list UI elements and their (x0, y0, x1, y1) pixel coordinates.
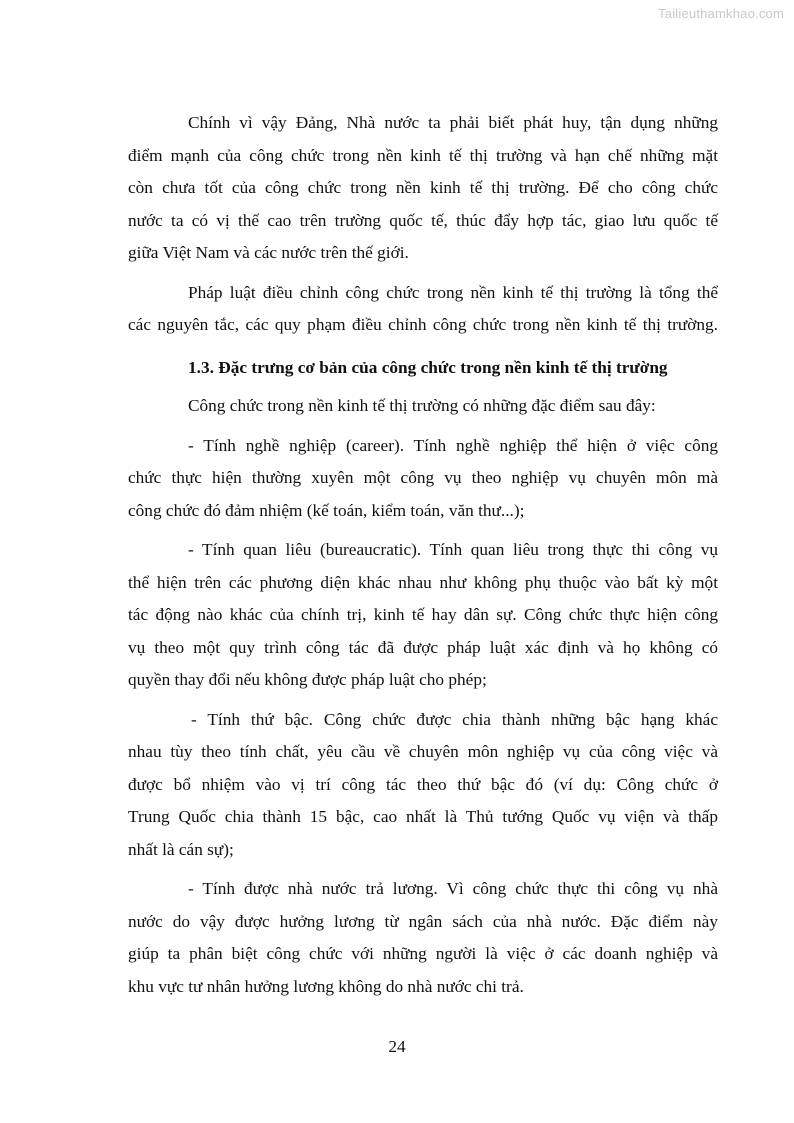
text-line: nước ta có vị thế cao trên trường quốc tế, thúc đẩy hợp tác, giao lưu quốc tế (128, 210, 718, 230)
text-line: nhau tùy theo tính chất, yêu cầu về chuyên môn nghiệp vụ của công việc và (128, 742, 718, 761)
watermark: Tailieuthamkhao.com (658, 6, 784, 21)
text-line: - Tính quan liêu (bureaucratic). Tính quan liêu trong thực thi công vụ (188, 540, 718, 559)
list-item-bureaucratic (128, 534, 718, 697)
list-item-salary (128, 873, 718, 1003)
text-line: chức thực hiện thường xuyên một công vụ theo nghiệp vụ chuyên môn mà (128, 468, 718, 487)
document-page (128, 107, 718, 1003)
text-line: - Tính thứ bậc. Công chức được chia thành những bậc hạng khác (191, 709, 718, 729)
text-line: Pháp luật điều chỉnh công chức trong nền kinh tế thị trường là tổng thể (188, 282, 718, 302)
text-line: Trung Quốc chia thành 15 bậc, cao nhất là Thủ tướng Quốc vụ viện và thấp (128, 807, 718, 826)
text-line: được bổ nhiệm vào vị trí công tác theo thứ bậc đó (ví dụ: Công chức ở (128, 774, 718, 794)
paragraph-2 (128, 277, 718, 342)
text-line: điểm mạnh của công chức trong nền kinh tế thị trường và hạn chế những mặt (128, 145, 718, 165)
list-item-hierarchy (128, 704, 718, 867)
intro-paragraph (128, 390, 718, 423)
text-line: các nguyên tắc, các quy phạm điều chỉnh công chức trong nền kinh tế thị trường. (128, 315, 718, 334)
text-line: giữa Việt Nam và các nước trên thế giới. (128, 243, 409, 262)
text-line: giúp ta phân biệt công chức với những người là việc ở các doanh nghiệp và (128, 944, 718, 963)
text-line: khu vực tư nhân hưởng lương không do nhà nước chi trả. (128, 976, 524, 996)
text-line: Chính vì vậy Đảng, Nhà nước ta phải biết phát huy, tận dụng những (188, 113, 718, 132)
text-line: vụ theo một quy trình công tác đã được pháp luật xác định và họ không có (128, 637, 718, 657)
text-line: - Tính được nhà nước trả lương. Vì công chức thực thi công vụ nhà (188, 879, 718, 898)
text-line: còn chưa tốt của công chức trong nền kinh tế thị trường. Để cho công chức (128, 178, 718, 197)
paragraph-1 (128, 107, 718, 270)
text-line: tác động nào khác của chính trị, kinh tế hay dân sự. Công chức thực hiện công (128, 605, 718, 624)
text-line: nhất là cán sự); (128, 839, 234, 859)
page-number: 24 (388, 1037, 406, 1056)
text-line: Công chức trong nền kinh tế thị trường có những đặc điểm sau đây: (188, 396, 656, 415)
text-line: thể hiện trên các phương diện khác nhau như không phụ thuộc vào bất kỳ một (128, 572, 718, 592)
text-line: công chức đó đảm nhiệm (kế toán, kiểm toán, văn thư...); (128, 500, 525, 520)
text-line: - Tính nghề nghiệp (career). Tính nghề nghiệp thể hiện ở việc công (188, 435, 718, 455)
text-line: nước do vậy được hưởng lương từ ngân sách của nhà nước. Đặc điểm này (128, 911, 718, 931)
list-item-career (128, 430, 718, 528)
section-heading: 1.3. Đặc trưng cơ bản của công chức trong nền kinh tế thị trường (188, 357, 668, 377)
text-line: quyền thay đổi nếu không được pháp luật cho phép; (128, 670, 487, 689)
